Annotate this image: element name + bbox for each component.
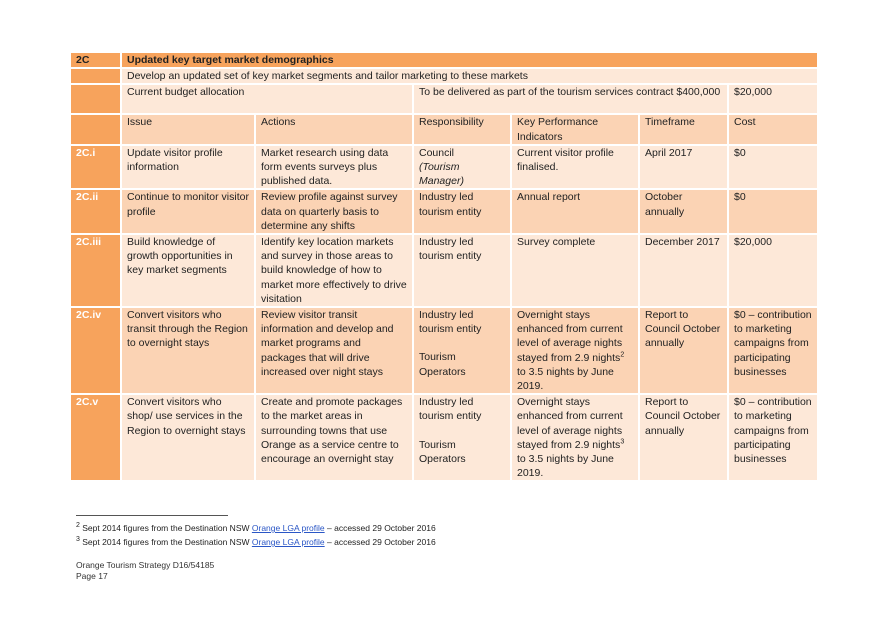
row-cost: $20,000: [729, 235, 819, 308]
footnote-link[interactable]: Orange LGA profile: [251, 537, 325, 547]
column-header-kpi: Key Performance Indicators: [512, 115, 640, 145]
responsibility-extra: Tourism Operators: [419, 351, 466, 378]
row-code: 2C.iv: [71, 308, 122, 395]
kpi-text: Overnight stays enhanced from current level of average nights stayed from 2.9 nights: [517, 309, 623, 364]
footnote-divider: [76, 515, 228, 516]
row-issue: Convert visitors who transit through the Region to overnight stays: [122, 308, 256, 395]
kpi-text: Overnight stays enhanced from current level of average nights stayed from 2.9 nights: [517, 396, 623, 451]
spacer-cell: [71, 85, 122, 115]
budget-note: To be delivered as part of the tourism services contract $400,000: [414, 85, 729, 115]
row-responsibility: Industry led tourism entity: [414, 190, 512, 235]
footnote-ref: 2: [620, 351, 625, 359]
row-issue: Continue to monitor visitor profile: [122, 190, 256, 235]
footnote-text: Sept 2014 figures from the Destination NSW: [79, 537, 252, 547]
footnote-number: 2: [76, 522, 80, 530]
row-issue: Build knowledge of growth opportunities in key market segments: [122, 235, 256, 308]
table-row: [71, 395, 819, 482]
column-header-responsibility: Responsibility: [414, 115, 512, 145]
table-row: [71, 146, 819, 191]
kpi-text-end: to 3.5 nights by June 2019.: [517, 453, 614, 480]
footnote-number: 3: [76, 536, 80, 544]
row-actions: Review profile against survey data on quarterly basis to determine any shifts: [256, 190, 414, 235]
row-timeframe: April 2017: [640, 146, 729, 191]
section-description-row: [71, 69, 819, 85]
responsibility-main: Industry led tourism entity: [419, 309, 482, 336]
column-header-row: [71, 115, 819, 145]
footnote-text-end: – accessed 29 October 2016: [324, 537, 436, 547]
row-code: 2C.iii: [71, 235, 122, 308]
strategy-table: [71, 53, 819, 482]
row-actions: Market research using data form events surveys plus published data.: [256, 146, 414, 191]
section-title-row: [71, 53, 819, 69]
section-title: Updated key target market demographics: [122, 53, 819, 69]
row-actions: Review visitor transit information and develop and market programs and packages that will drive increased over night stays: [256, 308, 414, 395]
footnote: [76, 523, 436, 533]
row-cost: $0 – contribution to marketing campaigns from participating businesses: [729, 395, 819, 482]
row-responsibility: [414, 308, 512, 395]
row-timeframe: October annually: [640, 190, 729, 235]
responsibility-main: Council: [419, 146, 455, 159]
row-cost: $0 – contribution to marketing campaigns from participating businesses: [729, 308, 819, 395]
footnote-ref: 3: [620, 438, 625, 446]
responsibility-main: Industry led tourism entity: [419, 396, 482, 423]
row-cost: $0: [729, 146, 819, 191]
row-responsibility: [414, 146, 512, 191]
table-row: [71, 190, 819, 235]
row-timeframe: Report to Council October annually: [640, 395, 729, 482]
section-code: 2C: [71, 53, 122, 69]
budget-label: Current budget allocation: [122, 85, 414, 115]
row-timeframe: December 2017: [640, 235, 729, 308]
row-issue: Update visitor profile information: [122, 146, 256, 191]
row-kpi: Annual report: [512, 190, 640, 235]
row-code: 2C.i: [71, 146, 122, 191]
row-actions: Create and promote packages to the market areas in surrounding towns that use Orange as a service centre to encourage an overnight stay: [256, 395, 414, 482]
spacer-cell: [71, 115, 122, 145]
column-header-actions: Actions: [256, 115, 414, 145]
column-header-timeframe: Timeframe: [640, 115, 729, 145]
spacer-cell: [71, 69, 122, 85]
budget-row: [71, 85, 819, 115]
table-row: [71, 308, 819, 395]
row-code: 2C.ii: [71, 190, 122, 235]
responsibility-sub: (Tourism Manager): [419, 161, 464, 188]
row-kpi: Current visitor profile finalised.: [512, 146, 640, 191]
row-actions: Identify key location markets and survey in those areas to build knowledge of how to market more effectively to drive visitation: [256, 235, 414, 308]
column-header-cost: Cost: [729, 115, 819, 145]
row-cost: $0: [729, 190, 819, 235]
row-code: 2C.v: [71, 395, 122, 482]
kpi-text-end: to 3.5 nights by June 2019.: [517, 365, 614, 393]
footnote-text-end: – accessed 29 October 2016: [324, 523, 436, 533]
row-timeframe: Report to Council October annually: [640, 308, 729, 395]
row-kpi: [512, 308, 640, 395]
responsibility-extra: Tourism Operators: [419, 438, 466, 465]
table-row: [71, 235, 819, 308]
footnote-link[interactable]: Orange LGA profile: [251, 523, 325, 533]
section-description: Develop an updated set of key market segments and tailor marketing to these markets: [122, 69, 819, 85]
row-responsibility: [414, 395, 512, 482]
column-header-issue: Issue: [122, 115, 256, 145]
row-kpi: [512, 395, 640, 482]
footnote-text: Sept 2014 figures from the Destination NSW: [79, 523, 252, 533]
footer-doc-ref: Orange Tourism Strategy D16/54185: [76, 560, 215, 570]
row-issue: Convert visitors who shop/ use services in the Region to overnight stays: [122, 395, 256, 482]
row-responsibility: Industry led tourism entity: [414, 235, 512, 308]
budget-value: $20,000: [729, 85, 819, 115]
footer-page-number: Page 17: [76, 571, 108, 581]
row-kpi: Survey complete: [512, 235, 640, 308]
footnote: [76, 537, 436, 547]
